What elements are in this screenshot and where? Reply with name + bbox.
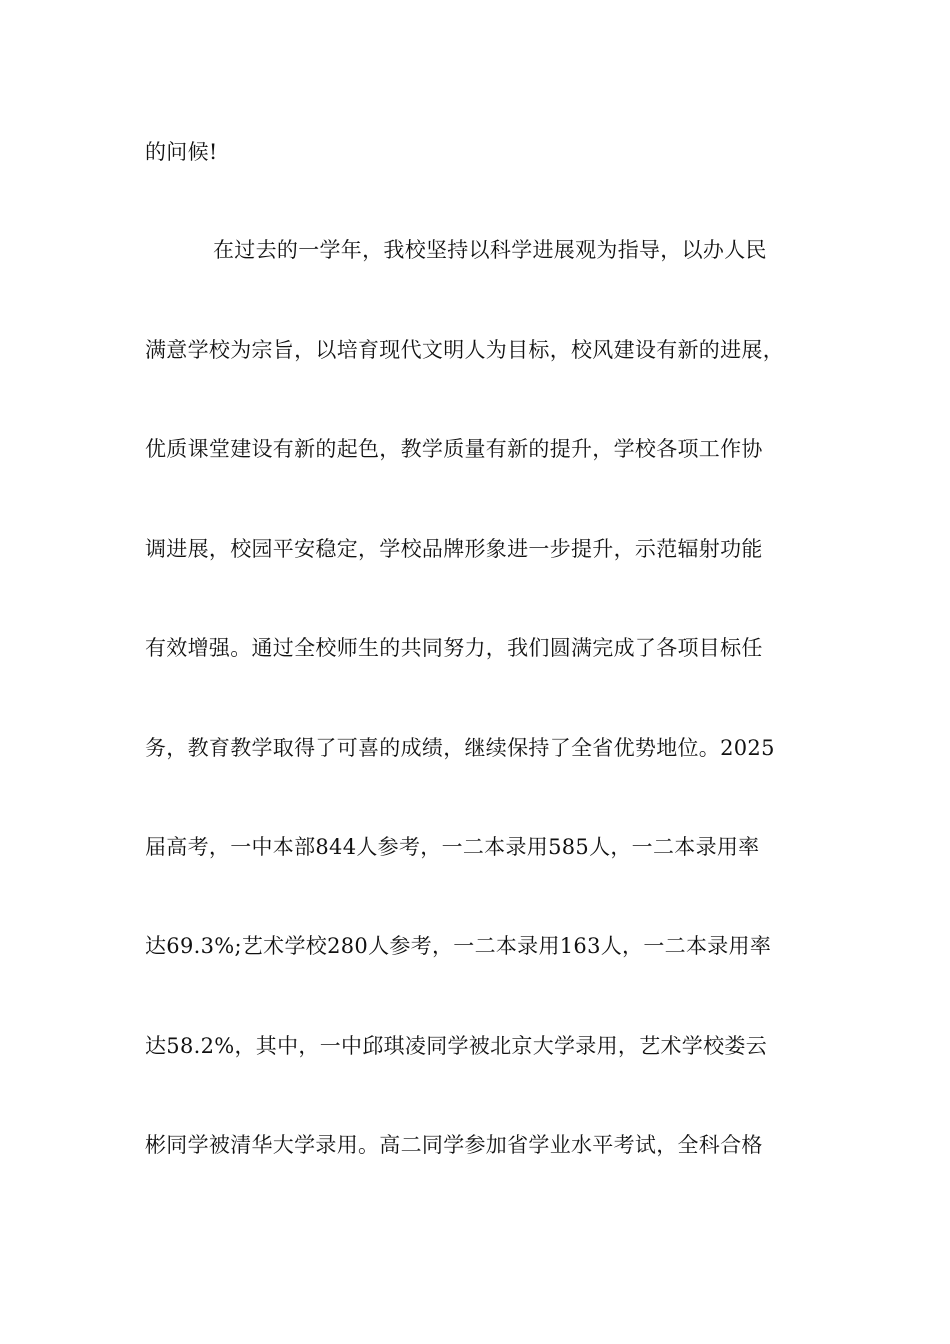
text-line: 达58.2%，其中，一中邱琪凌同学被北京大学录用，艺术学校娄云 bbox=[145, 1034, 768, 1058]
text-line: 有效增强。通过全校师生的共同努力，我们圆满完成了各项目标任 bbox=[145, 636, 763, 660]
text-line: 届高考，一中本部844人参考，一二本录用585人，一二本录用率 bbox=[145, 835, 760, 859]
text-line: 务，教育教学取得了可喜的成绩，继续保持了全省优势地位。2025 bbox=[145, 736, 775, 760]
text-line-paragraph-start: 在过去的一学年，我校坚持以科学进展观为指导，以办人民 bbox=[213, 238, 767, 262]
text-line: 彬同学被清华大学录用。高二同学参加省学业水平考试，全科合格 bbox=[145, 1133, 763, 1157]
text-line: 达69.3%;艺术学校280人参考，一二本录用163人，一二本录用率 bbox=[145, 934, 772, 958]
text-line-closing-greeting: 的问候! bbox=[145, 140, 218, 164]
text-line: 满意学校为宗旨，以培育现代文明人为目标，校风建设有新的进展， bbox=[145, 338, 784, 362]
text-line: 调进展，校园平安稳定，学校品牌形象进一步提升，示范辐射功能 bbox=[145, 537, 763, 561]
text-line: 优质课堂建设有新的起色，教学质量有新的提升，学校各项工作协 bbox=[145, 437, 763, 461]
